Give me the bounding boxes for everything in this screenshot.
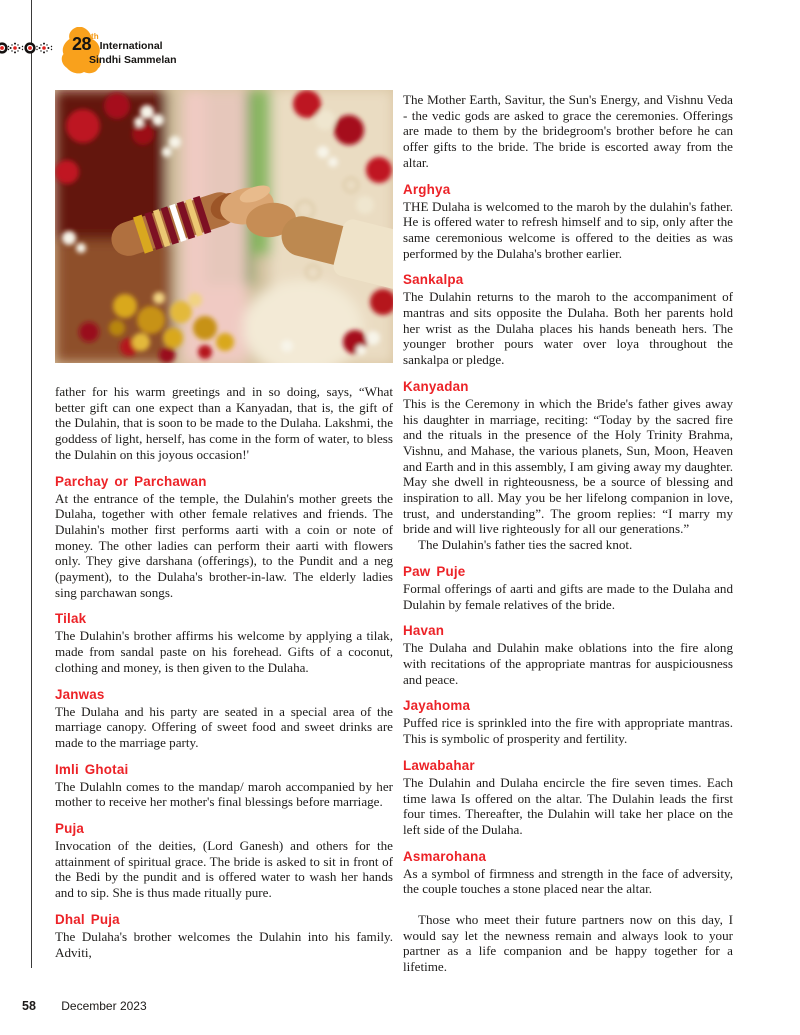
section-body: The Dulaha and his party are seated in a special area of the marriage canopy. Offering of sweet food and sweet drinks are made to the marriage party.: [55, 703, 393, 750]
section-body: As a symbol of firmness and strength in the face of adversity, the couple touches a stone placed near the altar.: [403, 865, 733, 897]
section-body: The Dulaha and Dulahin make oblations into the fire along with recitations of the appropriate mantras for auspiciousness and peace.: [403, 640, 733, 687]
section-body: Formal offerings of aarti and gifts are made to the Dulaha and Dulahin by female relatives of the bride.: [403, 580, 733, 612]
wedding-photo-art: [55, 90, 393, 363]
section-body: The Dulaha's brother welcomes the Dulahin into his family. Adviti,: [55, 928, 393, 960]
page-footer: [22, 999, 147, 1013]
section-body-continued: The Dulahin's father ties the sacred knot.: [418, 537, 633, 553]
page-number: 58: [22, 999, 36, 1013]
section-body: The Dulahln comes to the mandap/ maroh accompanied by her mother to receive her mother's final blessings before marriage.: [55, 778, 393, 810]
logo-ordinal: th: [91, 32, 99, 41]
section-heading: Paw Puje: [403, 563, 466, 579]
intro-paragraph: The Mother Earth, Savitur, the Sun's Energy, and Vishnu Veda - the vedic gods are asked to grace the ceremonies. Offerings are made to them by the bridegroom's brother before he can offer gifts to the bride. The bride is escorted away from the altar.: [403, 92, 733, 170]
section-heading: Tilak: [55, 611, 87, 627]
section-heading: Sankalpa: [403, 272, 464, 288]
section-heading: Lawabahar: [403, 757, 475, 773]
section-body: This is the Ceremony in which the Bride's father gives away his daughter in marriage, reciting: “Today by the sacred fire and the rituals in the presence of the Holy Trinity Brahma, Vishnu, and Mahase, the various planets, Sun, Moon, Heaven and Earth and in this assembly, I am giving away my daughter. May she dwell in righteousness, be a source of blessing and inspiration to all. May you be her lifelong companion in love, trust, and understanding”. The groom replies: “I marry my bride and will live righteously for all our generations.”: [403, 395, 733, 537]
section-body: THE Dulaha is welcomed to the maroh by the dulahin's father. He is offered water to refresh himself and to sip, only after the same ceremonious welcome is offered to the deities as was performed by the Dulaha's brother earlier.: [403, 198, 733, 261]
section-body: The Dulahin and Dulaha encircle the fire seven times. Each time lawa Is offered on the altar. The Dulahin leads the first four times. Thereafter, the Dulahin will take her place on the left side of the Dulaha.: [403, 774, 733, 837]
left-margin-rule: [31, 0, 32, 968]
section-heading: Kanyadan: [403, 378, 469, 394]
section-heading: Jayahoma: [403, 698, 471, 714]
logo-number: 28: [72, 34, 92, 54]
intro-paragraph: father for his warm greetings and in so doing, says, “What better gift can one expect than a Kanyadan, that is, the gift of the Dulahin, that is soon to be made to the Dulaha. Lakshmi, the goddess of light, herself, has come in the form of water, to bless the Dulahin on this joyous occasion!': [55, 384, 393, 462]
section-body: The Dulahin returns to the maroh to the accompaniment of mantras and sits opposite the Dulaha. Both her parents hold her wrist as the Dulaha places his hands beneath hers. The younger brother pours water over loya throughout the sankalpa or pledge.: [403, 289, 733, 368]
issue-date: December 2023: [61, 999, 147, 1013]
wedding-photo: [55, 90, 393, 363]
ajrak-motif-icon: [0, 40, 59, 56]
section-heading: Havan: [403, 623, 445, 639]
section-heading: Imli Ghotai: [55, 761, 129, 777]
logo-line2: Sindhi Sammelan: [89, 54, 177, 66]
section-body: Invocation of the deities, (Lord Ganesh) and others for the attainment of spiritual grace. The bride is asked to sit in front of the Bedi by the pundit and is offered water to wash her hands and to sip. She is thus made ritually pure.: [55, 838, 393, 901]
right-column: [403, 92, 733, 975]
section-heading: Arghya: [403, 181, 451, 197]
section-heading: Janwas: [55, 686, 105, 702]
section-heading: Asmarohana: [403, 848, 487, 864]
section-heading: Puja: [55, 821, 85, 837]
ajrak-border-motifs: [0, 40, 59, 56]
section-body: The Dulahin's brother affirms his welcome by applying a tilak, made from sandal paste on his forehead. Gifts of a coconut, clothing and money, is then given to the Dulaha.: [55, 628, 393, 675]
section-body: At the entrance of the temple, the Dulahin's mother greets the Dulaha, together with other female relatives and friends. The Dulahin's mother first performs aarti with a coin or note of money. The other ladies can perform their aarti with flowers only. They give darshana (offerings), to the Pundit and a neg (payment), to the Dulaha's brother-in-law. The elderly ladies sing parchawan songs.: [55, 490, 393, 600]
section-body: Puffed rice is sprinkled into the fire with appropriate mantras. This is symbolic of prosperity and fertility.: [403, 715, 733, 747]
logo-text: [72, 32, 177, 66]
section-heading: Dhal Puja: [55, 911, 120, 927]
left-column: [55, 384, 393, 960]
logo-line1: International: [99, 40, 163, 52]
closing-paragraph: Those who meet their future partners now on this day, I would say let the newness remain and always look to your partner as a life companion and be happy together for a lifetime.: [403, 912, 733, 975]
section-heading: Parchay or Parchawan: [55, 473, 207, 489]
sammelan-logo: [56, 26, 176, 76]
